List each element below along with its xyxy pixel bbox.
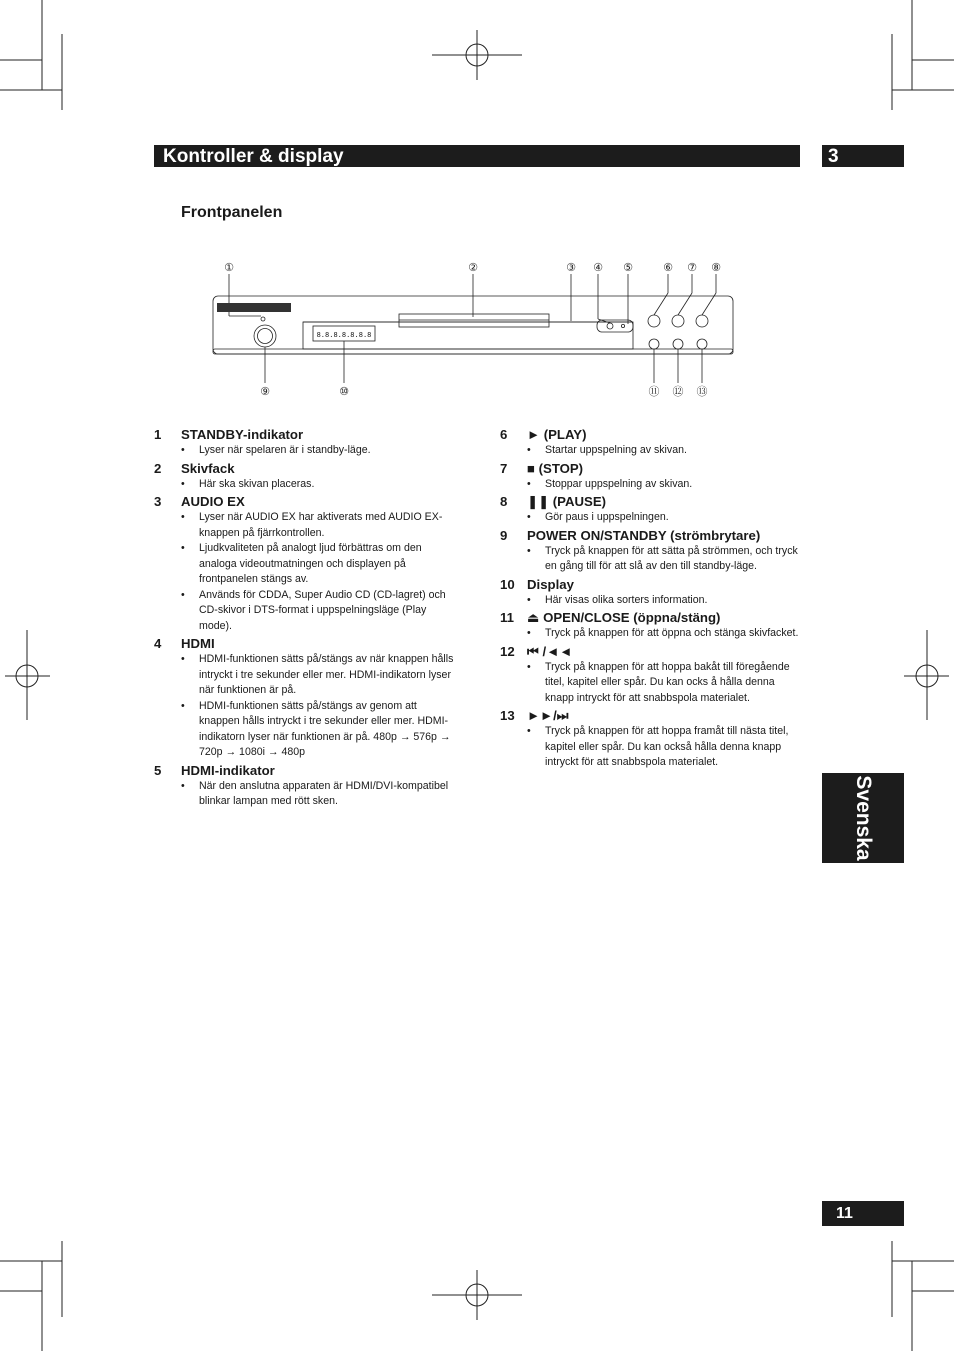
list-item: 12 ⏮ /◄◄ • Tryck på knappen för att hoppa bakåt till föregående titel, kapitel eller spår. Du kan ocks å hålla denna knapp intryckt för att snabbspola materialet. <box>500 644 800 707</box>
callout-7: ⑦ <box>687 261 697 274</box>
callout-11: ⑪ <box>648 385 660 398</box>
callout-5: ⑤ <box>623 261 633 274</box>
prev-button <box>673 339 683 349</box>
page-number: 11 <box>822 1201 904 1226</box>
list-item: 11 ⏏ OPEN/CLOSE (öppna/stäng) • Tryck på knappen för att öppna och stänga skivfacket. <box>500 610 800 642</box>
list-item: 7 ■ (STOP) • Stoppar uppspelning av skivan. <box>500 461 800 493</box>
item-number: 9 <box>500 527 508 543</box>
item-title: ■ (STOP) <box>527 460 584 476</box>
item-title: HDMI-indikator <box>181 762 275 778</box>
items-left-column <box>154 425 454 811</box>
page-title: Kontroller & display <box>154 145 800 167</box>
list-item: 8 ❚❚ (PAUSE) • Gör paus i uppspelningen. <box>500 494 800 526</box>
callout-8: ⑧ <box>711 261 721 274</box>
callout-1: ① <box>224 261 234 274</box>
stop-button <box>672 315 684 327</box>
callout-3: ③ <box>566 261 576 274</box>
item-title: POWER ON/STANDBY (strömbrytare) <box>527 527 761 543</box>
item-bullet: Tryck på knappen för att hoppa framåt till nästa titel, kapitel eller spår. Du kan också hålla denna knapp intryckt för att snabbspola materialet. <box>545 725 789 768</box>
list-item: 13 ►►/⏭ • Tryck på knappen för att hoppa framåt till nästa titel, kapitel eller spår. Du kan också hålla denna knapp intryckt för att snabbspola materialet. <box>500 708 800 771</box>
list-item: 9 POWER ON/STANDBY (strömbrytare) • Tryck på knappen för att sätta på strömmen, och tryck en gång till för att slå av den till standby-läge. <box>500 528 800 575</box>
item-number: 13 <box>500 708 515 723</box>
section-heading: Frontpanelen <box>181 204 283 221</box>
play-button <box>648 315 660 327</box>
item-title: ⏏ OPEN/CLOSE (öppna/stäng) <box>527 610 721 625</box>
callout-2: ② <box>468 261 478 274</box>
callout-12: ⑫ <box>672 385 684 398</box>
callout-6: ⑥ <box>663 261 673 274</box>
chapter-number: 3 <box>822 145 904 167</box>
item-number: 12 <box>500 643 515 659</box>
item-bullet: Tryck på knappen för att sätta på strömmen, och tryck en gång till för att slå av den till standby-läge. <box>545 544 798 572</box>
item-title: ⏮ /◄◄ <box>527 643 573 659</box>
item-bullet: Gör paus i uppspelningen. <box>545 511 669 523</box>
display-digits: 8.8.8.8.8.8.8 <box>316 331 372 339</box>
item-bullet: När den anslutna apparaten är HDMI/DVI-kompatibel blinkar lampan med rött sken. <box>199 779 449 807</box>
item-title: HDMI <box>181 636 215 651</box>
front-panel-diagram <box>205 255 755 405</box>
list-item: 6 ► (PLAY) • Startar uppspelning av skivan. <box>500 427 800 459</box>
list-item: 5 HDMI-indikator • När den anslutna apparaten är HDMI/DVI-kompatibel blinkar lampan med rött sken. <box>154 763 454 810</box>
language-label: Svenska <box>852 775 875 861</box>
item-number: 6 <box>500 427 508 442</box>
item-bullet: Startar uppspelning av skivan. <box>545 444 687 456</box>
item-number: 11 <box>500 610 514 625</box>
list-item: 3 AUDIO EX • Lyser när AUDIO EX har aktiverats med AUDIO EX-knappen på fjärrkontrollen. • Ljudkvaliteten på analogt ljud förbättras om den analoga videoutmatningen och displayen på frontpanelen stängs av. • Används för CDDA, Super Audio CD (CD-lagret) och CD-skivor i DTS-format i uppspelningsläge (Play mode). <box>154 494 454 634</box>
item-title: Display <box>527 576 574 592</box>
item-bullet: Används för CDDA, Super Audio CD (CD-lagret) och CD-skivor i DTS-format i uppspelningsläge (Play mode). <box>199 588 446 632</box>
item-bullet: Ljudkvaliteten på analogt ljud förbättras om den analoga videoutmatningen och displayen på frontpanelen stängs av. <box>199 542 422 585</box>
item-bullet: Lyser när spelaren är i standby-läge. <box>199 444 371 456</box>
callout-4: ④ <box>593 261 603 274</box>
item-number: 4 <box>154 636 162 651</box>
item-bullet: Här ska skivan placeras. <box>199 477 315 490</box>
item-number: 10 <box>500 576 515 592</box>
list-item: 2 Skivfack • Här ska skivan placeras. <box>154 461 454 493</box>
item-bullet: Stoppar uppspelning av skivan. <box>545 477 693 490</box>
item-title: AUDIO EX <box>181 494 245 509</box>
list-item: 1 STANDBY-indikator • Lyser när spelaren är i standby-läge. <box>154 427 454 459</box>
brand-logo <box>217 303 291 312</box>
language-tab <box>822 773 904 863</box>
item-number: 1 <box>154 427 162 442</box>
callout-10: ⑩ <box>339 385 349 398</box>
item-bullet: HDMI-funktionen sätts på/stängs av genom att knappen hålls intryckt i tre sekunder eller mer. HDMI-indikatorn lyser när funktionen är på. 480p → 576p → 720p → 1080i → 480p <box>199 699 451 758</box>
standby-indicator <box>261 317 265 321</box>
callout-9: ⑨ <box>260 385 270 398</box>
item-title: Skivfack <box>181 460 235 476</box>
item-title: STANDBY-indikator <box>181 427 304 442</box>
item-number: 7 <box>500 460 508 476</box>
items-right-column <box>500 425 800 772</box>
item-number: 2 <box>154 460 162 476</box>
item-number: 3 <box>154 494 162 509</box>
list-item: 10 Display • Här visas olika sorters information. <box>500 577 800 609</box>
pause-button <box>696 315 708 327</box>
item-title: ► (PLAY) <box>527 427 587 442</box>
item-bullet: HDMI-funktionen sätts på/stängs av när knappen hålls intryckt i tre sekunder eller mer. HDMI-indikatorn lyser när funktionen är på. <box>199 653 454 696</box>
item-number: 5 <box>154 762 162 778</box>
item-bullet: Här visas olika sorters information. <box>545 593 708 606</box>
disc-tray <box>399 314 549 327</box>
item-title: ❚❚ (PAUSE) <box>527 494 607 509</box>
next-button <box>697 339 707 349</box>
item-bullet: Tryck på knappen för att öppna och stänga skivfacket. <box>545 627 799 639</box>
open-close-button <box>649 339 659 349</box>
item-bullet: Tryck på knappen för att hoppa bakåt till föregående titel, kapitel eller spår. Du kan ocks å hålla denna knapp intryckt för att snabbspola materialet. <box>545 660 790 704</box>
item-number: 8 <box>500 494 508 509</box>
item-bullet: Lyser när AUDIO EX har aktiverats med AUDIO EX-knappen på fjärrkontrollen. <box>199 511 443 539</box>
list-item: 4 HDMI • HDMI-funktionen sätts på/stängs av när knappen hålls intryckt i tre sekunder eller mer. HDMI-indikatorn lyser när funktionen är på. • HDMI-funktionen sätts på/stängs av genom att knappen hålls intryckt i tre sekunder eller mer. HDMI-indikatorn lyser när funktionen är på. 480p → 576p → 720p → 1080i → 480p <box>154 636 454 761</box>
callout-13: ⑬ <box>696 385 708 398</box>
item-title: ►►/⏭ <box>527 708 569 723</box>
